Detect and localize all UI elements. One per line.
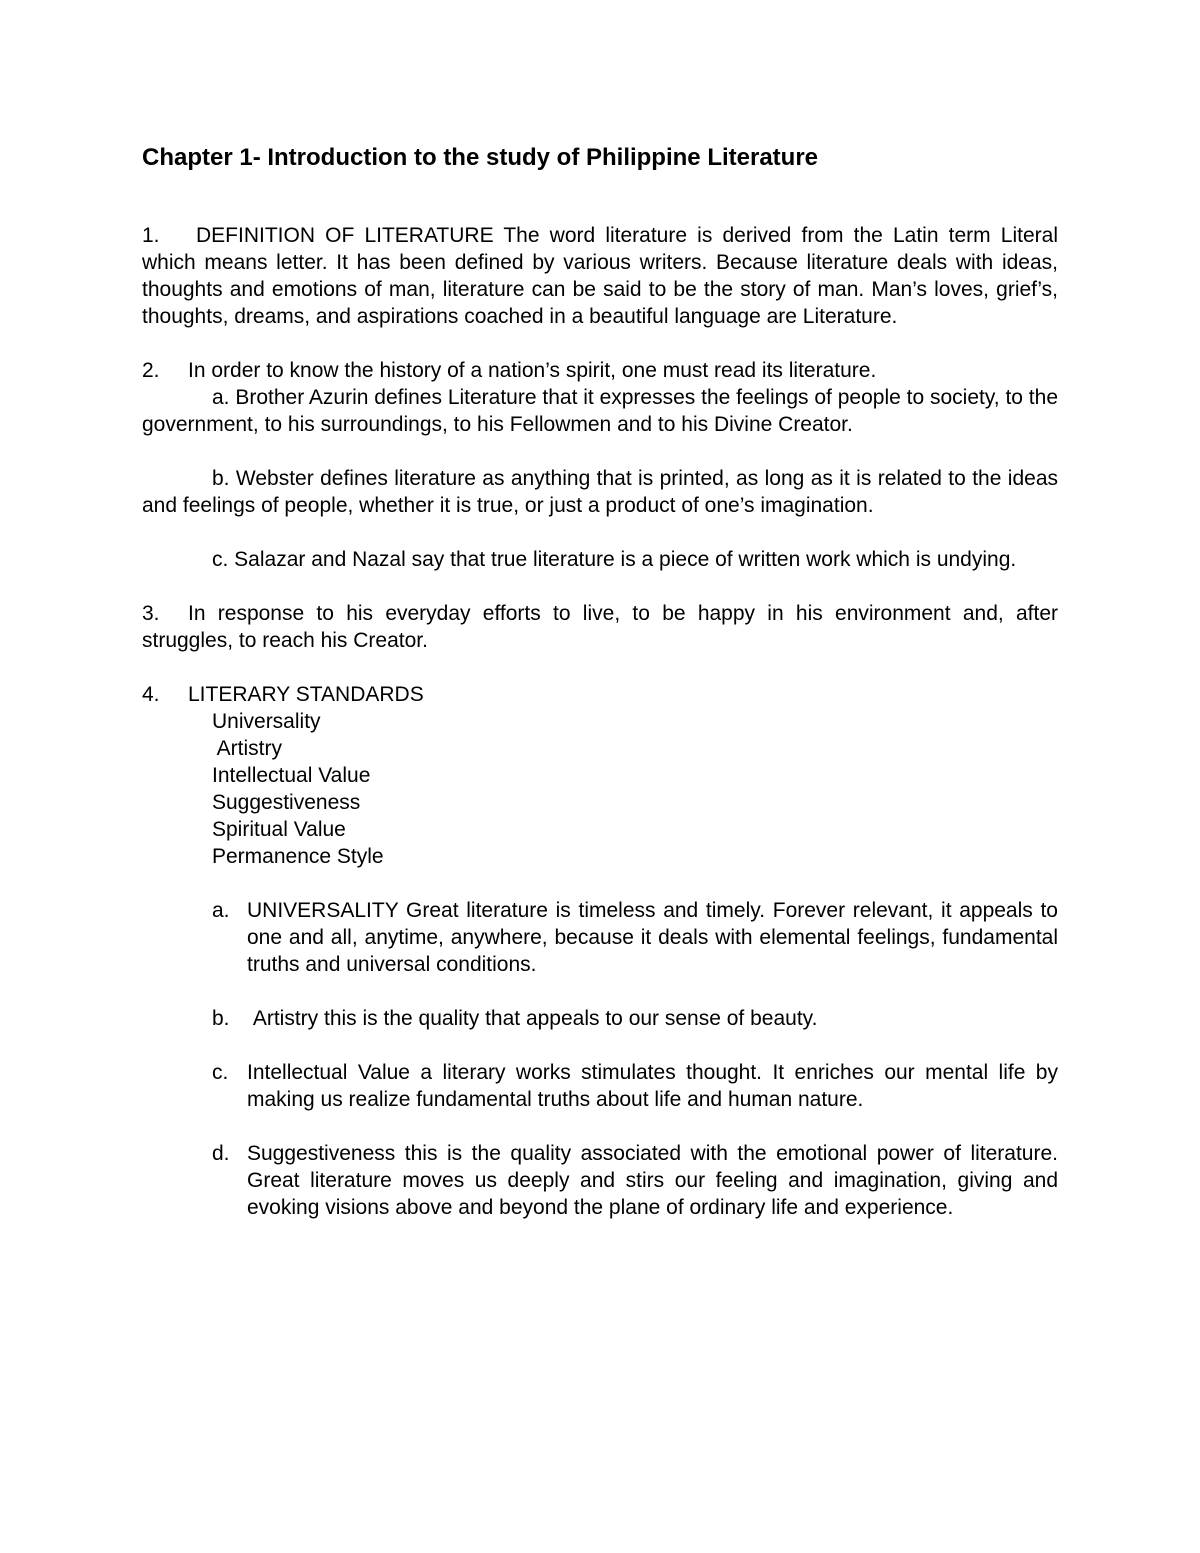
item-text: Suggestiveness this is the quality associated with the emotional power of literature. Great literature moves us deeply and stirs our feeling and imagination, giving and evoking visions above and beyond the plane of ordinary life and experience.	[247, 1142, 1058, 1219]
standards-list	[142, 708, 1058, 870]
document-page	[142, 138, 1058, 1248]
paragraph-1-text: DEFINITION OF LITERATURE The word literature is derived from the Latin term Literal which means letter. It has been defined by various writers. Because literature deals with ideas, thoughts and emotions of man, literature can be said to be the story of man. Man’s loves, grief’s, thoughts, dreams, and aspirations coached in a beautiful language are Literature.	[142, 224, 1058, 328]
list-item	[212, 1059, 1058, 1113]
literary-standards-heading: LITERARY STANDARDS	[188, 683, 424, 706]
list-item	[212, 1140, 1058, 1221]
paragraph-2a: a. Brother Azurin defines Literature that it expresses the feelings of people to society, to the government, to his surroundings, to his Fellowmen and to his Divine Creator.	[142, 386, 1058, 436]
paragraph-2	[142, 357, 1058, 384]
item-text: UNIVERSALITY Great literature is timeless and timely. Forever relevant, it appeals to one and all, anytime, anywhere, because it deals with elemental feelings, fundamental truths and universal conditions.	[247, 899, 1058, 976]
item-label: c.	[212, 1061, 229, 1084]
list-item: Artistry	[212, 737, 283, 760]
list-item: Suggestiveness	[212, 791, 361, 814]
paragraph-2b: b. Webster defines literature as anything that is printed, as long as it is related to the ideas and feelings of people, whether it is true, or just a product of one’s imagination.	[142, 467, 1058, 517]
paragraph-2-number: 2.	[142, 359, 160, 382]
list-item: Universality	[212, 710, 321, 733]
paragraph-3-text: In response to his everyday efforts to live, to be happy in his environment and, after struggles, to reach his Creator.	[142, 602, 1058, 652]
item-label: b.	[212, 1007, 230, 1030]
item-text: Artistry this is the quality that appeals to our sense of beauty.	[247, 1007, 818, 1030]
list-item	[212, 1005, 1058, 1032]
item-label: a.	[212, 899, 230, 922]
list-item: Spiritual Value	[212, 818, 346, 841]
item-text: Intellectual Value a literary works stimulates thought. It enriches our mental life by making us realize fundamental truths about life and human nature.	[247, 1061, 1058, 1111]
list-item	[212, 897, 1058, 978]
paragraph-4-heading	[142, 681, 1058, 708]
paragraph-3	[142, 600, 1058, 654]
page-title: Chapter 1- Introduction to the study of Philippine Literature	[142, 144, 819, 171]
paragraph-2-text: In order to know the history of a nation’s spirit, one must read its literature.	[188, 359, 877, 382]
list-item: Permanence Style	[212, 845, 384, 868]
paragraph-2c: c. Salazar and Nazal say that true literature is a piece of written work which is undying.	[212, 548, 1017, 571]
paragraph-1	[142, 222, 1058, 330]
paragraph-4-number: 4.	[142, 683, 160, 706]
paragraph-1-number: 1.	[142, 224, 160, 247]
item-label: d.	[212, 1142, 230, 1165]
paragraph-3-number: 3.	[142, 602, 160, 625]
standards-descriptions	[142, 897, 1058, 1221]
list-item: Intellectual Value	[212, 764, 371, 787]
